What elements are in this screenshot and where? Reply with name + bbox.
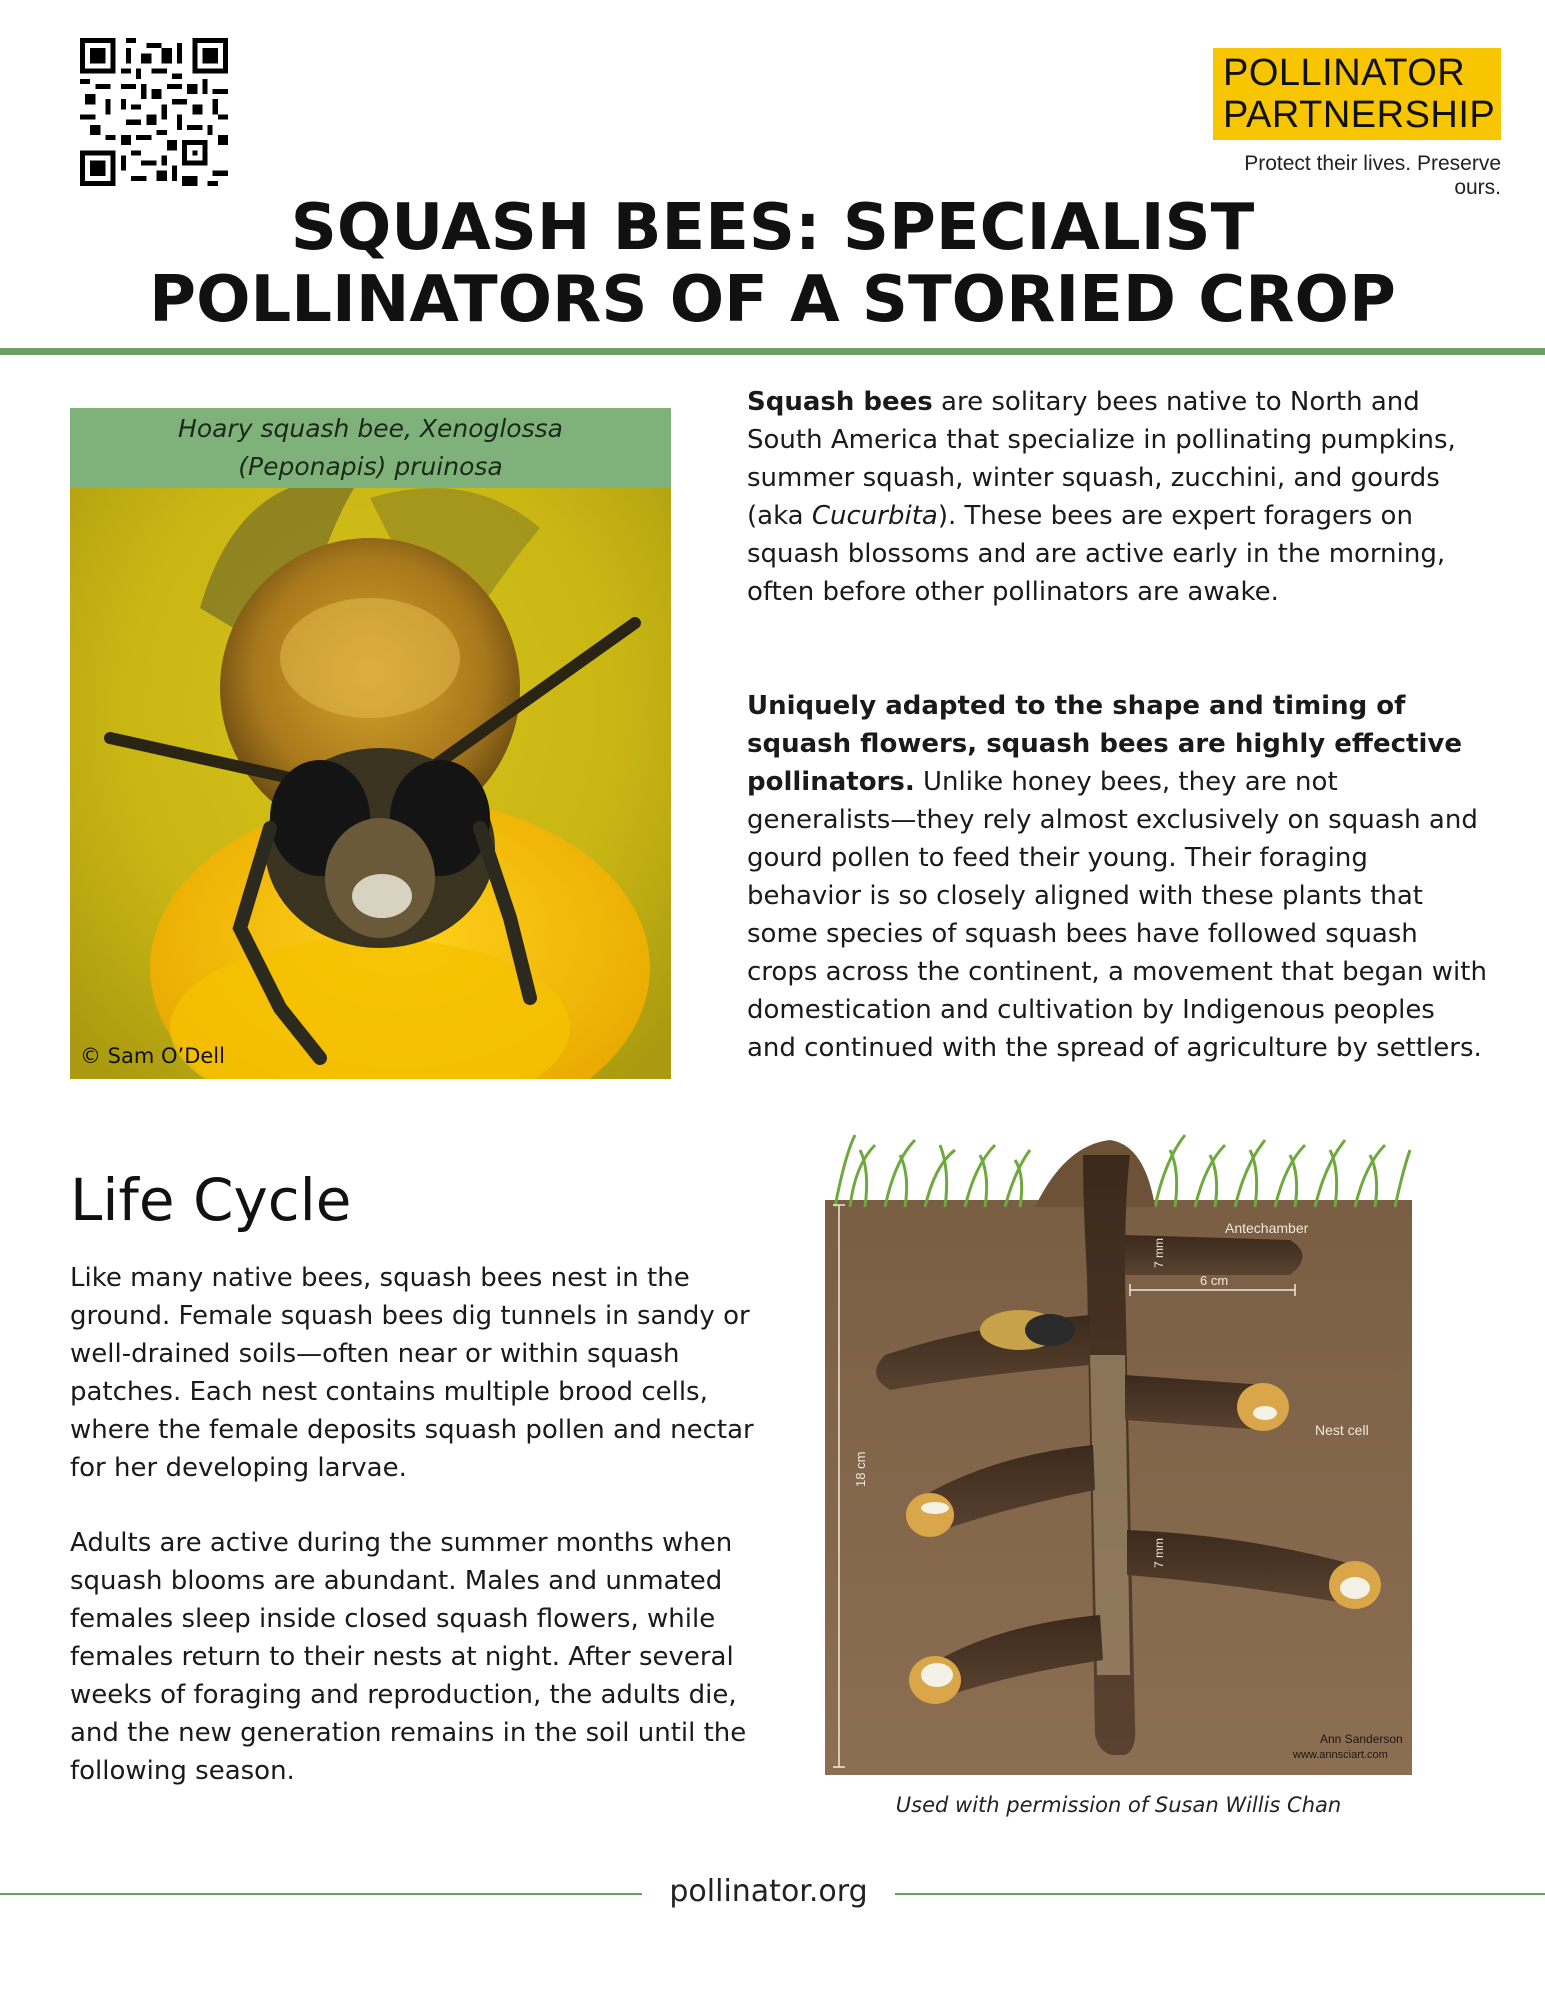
page-title: [60, 192, 1485, 336]
label-18cm: 18 cm: [853, 1451, 868, 1487]
photo-credit: © Sam O’Dell: [80, 1044, 225, 1068]
life-cycle-paragraph-1: Like many native bees, squash bees nest in the ground. Female squash bees dig tunnels in sandy or well-drained soils—often near or within squash patches. Each nest contains multiple brood cells, where the female deposits squash pollen and nectar for her developing larvae.: [70, 1263, 754, 1483]
intro-p2-bold: Uniquely adapted to the shape and timing of squash flowers, squash bees are highly effective pollinators.: [747, 691, 1462, 797]
diagram-caption: Used with permission of Susan Willis Chan: [895, 1793, 1342, 1817]
nest-diagram: [825, 1115, 1412, 1775]
label-antechamber: Antechamber: [1225, 1220, 1309, 1236]
title-line-2: POLLINATORS OF A STORIED CROP: [149, 263, 1396, 337]
footer-divider-right: [895, 1893, 1545, 1895]
label-7mm-bottom: 7 mm: [1152, 1538, 1166, 1568]
intro-p1-italic: Cucurbita: [811, 501, 938, 531]
footer-url[interactable]: pollinator.org: [669, 1874, 868, 1909]
intro-p1-bold: Squash bees: [747, 387, 933, 417]
photo-caption-line-2: (Peponapis) pruinosa: [238, 452, 503, 481]
photo-caption-line-1: Hoary squash bee, Xenoglossa: [178, 414, 563, 443]
life-cycle-heading: Life Cycle: [70, 1166, 352, 1234]
label-nest-cell: Nest cell: [1315, 1422, 1369, 1438]
photo-caption: [70, 408, 671, 488]
diagram-artist: Ann Sanderson: [1320, 1732, 1403, 1746]
title-divider: [0, 348, 1545, 355]
label-7mm-top: 7 mm: [1152, 1238, 1166, 1268]
diagram-artist-url: www.annsciart.com: [1293, 1749, 1388, 1761]
logo-line-1: POLLINATOR: [1223, 52, 1466, 94]
qr-code[interactable]: [80, 38, 228, 186]
intro-p1-text-b: ). These bees are expert foragers on squash blossoms and are active early in the morning, often before other pollinators are awake.: [747, 501, 1446, 607]
intro-paragraph-1: [747, 383, 1487, 611]
logo-line-2: PARTNERSHIP: [1223, 94, 1496, 136]
intro-paragraph-2: [747, 687, 1487, 1067]
squash-bee-photo: [70, 408, 671, 1079]
title-line-1: SQUASH BEES: SPECIALIST: [290, 191, 1255, 265]
life-cycle-paragraph-2: Adults are active during the summer months when squash blooms are abundant. Males and unmated females sleep inside closed squash flowers, while females return to their nests at night. After several weeks of foraging and reproduction, the adults die, and the new generation remains in the soil until the following season.: [70, 1528, 747, 1786]
intro-p2-text: Unlike honey bees, they are not generalists—they rely almost exclusively on squash and gourd pollen to feed their young. Their foraging behavior is so closely aligned with these plants that some species of squash bees have followed squash crops across the continent, a movement that began with domestication and cultivation by Indigenous peoples and continued with the spread of agriculture by settlers.: [747, 767, 1487, 1063]
intro-p1-text-a: are solitary bees native to North and South America that specialize in pollinating pumpkins, summer squash, winter squash, zucchini, and gourds (aka: [747, 387, 1456, 531]
label-6cm: 6 cm: [1200, 1273, 1229, 1288]
footer-divider-left: [0, 1893, 642, 1895]
logo-box: [1213, 48, 1501, 140]
logo-tagline: Protect their lives. Preserve ours.: [1244, 152, 1501, 199]
pollinator-partnership-logo: [1213, 48, 1501, 200]
